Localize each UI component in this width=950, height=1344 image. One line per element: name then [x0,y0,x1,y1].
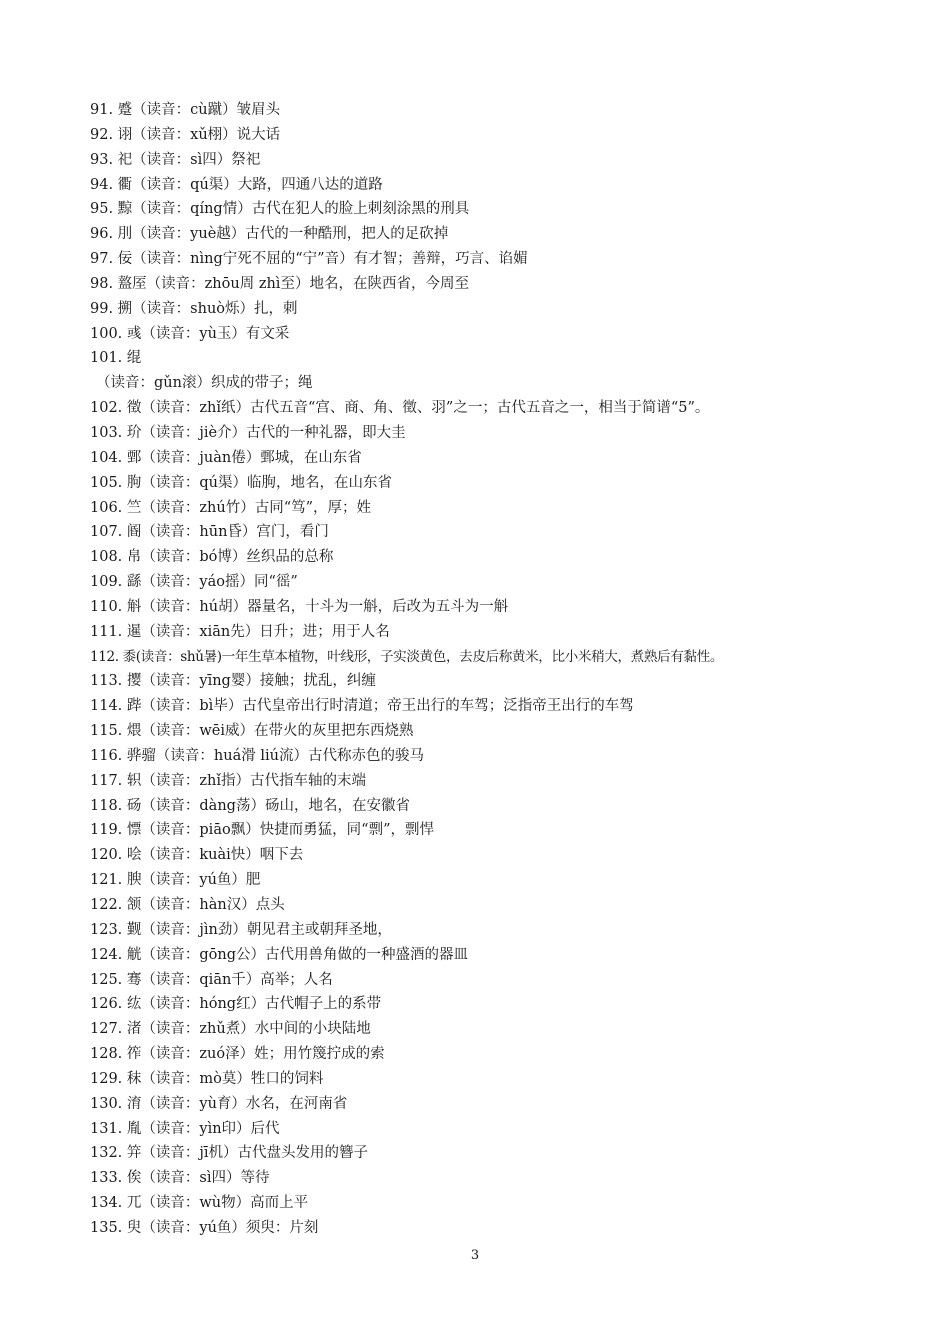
list-item: 122. 颔（读音：hàn汉）点头 [90,897,285,913]
list-item: 105. 朐（读音：qú渠）临朐，地名，在山东省 [90,474,393,491]
list-item: 127. 渚（读音：zhǔ煮）水中间的小块陆地 [90,1021,371,1038]
list-item: 112. 黍(读音：shǔ暑)一年生草本植物，叶线形，子实淡黄色，去皮后称黄米，比小米稍大，煮熟后有黏性。 [90,648,724,665]
list-item: 98. 盩厔（读音：zhōu周 zhì至）地名，在陕西省，今周至 [90,275,469,292]
list-item: 109. 繇（读音：yáo摇）同“徭” [90,574,298,591]
list-item: 92. 诩（读音：xǔ栩）说大话 [90,126,281,143]
list-item: 131. 胤（读音：yìn印）后代 [90,1120,280,1137]
list-item: 95. 黥（读音：qíng情）古代在犯人的脸上刺刻涂黑的刑具 [90,201,470,218]
list-item: 91. 蹙（读音：cù蹴）皱眉头 [90,102,281,118]
list-item: 104. 鄄（读音：juàn倦）鄄城，在山东省 [90,449,362,466]
list-item: 96. 刖（读音：yuè越）古代的一种酷刑，把人的足砍掉 [90,226,449,243]
list-item: 120. 哙（读音：kuài快）咽下去 [90,847,304,864]
list-item: 108. 帛（读音：bó博）丝织品的总称 [90,549,334,566]
list-item: 133. 俟（读音：sì四）等待 [90,1170,270,1187]
list-item: 106. 竺（读音：zhú竹）古同“笃”，厚；姓 [90,499,372,516]
list-item: 130. 淯（读音：yù育）水名，在河南省 [90,1095,348,1112]
list-item: 116. 骅骝（读音：huá滑 liú流）古代称赤色的骏马 [90,747,424,764]
list-item: 132. 笄（读音：jī机）古代盘头发用的簪子 [90,1145,369,1162]
list-item: （读音：gǔn滚）织成的带子；绳 [96,375,313,392]
list-item: 135. 臾（读音：yú鱼）须臾：片刻 [90,1219,319,1236]
list-item: 121. 腴（读音：yú鱼）肥 [90,872,261,889]
list-item: 128. 筰（读音：zuó泽）姓；用竹篾拧成的索 [90,1046,385,1063]
list-item: 99. 搠（读音：shuò烁）扎，刺 [90,300,298,317]
list-item: 93. 祀（读音：sì四）祭祀 [90,151,261,168]
list-item: 111. 暹（读音：xiān先）日升；进；用于人名 [90,623,390,640]
list-item: 100. 彧（读音：yù玉）有文采 [90,325,290,342]
list-item: 101. 绲 [90,350,142,367]
list-item: 103. 玠（读音：jiè介）古代的一种礼器，即大圭 [90,424,406,441]
list-item: 102. 徵（读音：zhǐ纸）古代五音“宫、商、角、徵、羽”之一；古代五音之一，相当于简谱“5”。 [90,400,710,417]
vocabulary-list [90,98,930,1241]
list-item: 113. 撄（读音：yīng婴）接触；扰乱，纠缠 [90,673,376,690]
list-item: 124. 觥（读音：gōng公）古代用兽角做的一种盛酒的器皿 [90,946,469,963]
list-item: 117. 轵（读音：zhǐ指）古代指车轴的末端 [90,772,367,789]
list-item: 119. 慓（读音：piāo飘）快捷而勇猛，同“剽”，剽悍 [90,822,435,839]
list-item: 134. 兀（读音：wù物）高而上平 [90,1195,309,1212]
list-item: 126. 纮（读音：hóng红）古代帽子上的系带 [90,996,382,1013]
list-item: 94. 衢（读音：qú渠）大路，四通八达的道路 [90,176,383,193]
list-item: 110. 斛（读音：hú胡）器量名，十斗为一斛，后改为五斗为一斛 [90,598,509,615]
list-item: 118. 砀（读音：dàng荡）砀山，地名，在安徽省 [90,797,410,814]
list-item: 97. 佞（读音：nìng宁死不屈的“宁”音）有才智；善辩，巧言、谄媚 [90,251,528,268]
list-item: 123. 觐（读音：jìn劲）朝见君主或朝拜圣地， [90,921,392,938]
list-item: 125. 骞（读音：qiān千）高举；人名 [90,971,333,988]
page-number: 3 [470,1248,480,1263]
list-item: 114. 跸（读音：bì毕）古代皇帝出行时清道；帝王出行的车驾；泛指帝王出行的车驾 [90,698,634,715]
list-item: 129. 秣（读音：mò莫）牲口的饲料 [90,1070,324,1087]
list-item: 115. 煨（读音：wēi威）在带火的灰里把东西烧熟 [90,723,414,740]
list-item: 107. 阍（读音：hūn昏）宫门，看门 [90,524,329,541]
